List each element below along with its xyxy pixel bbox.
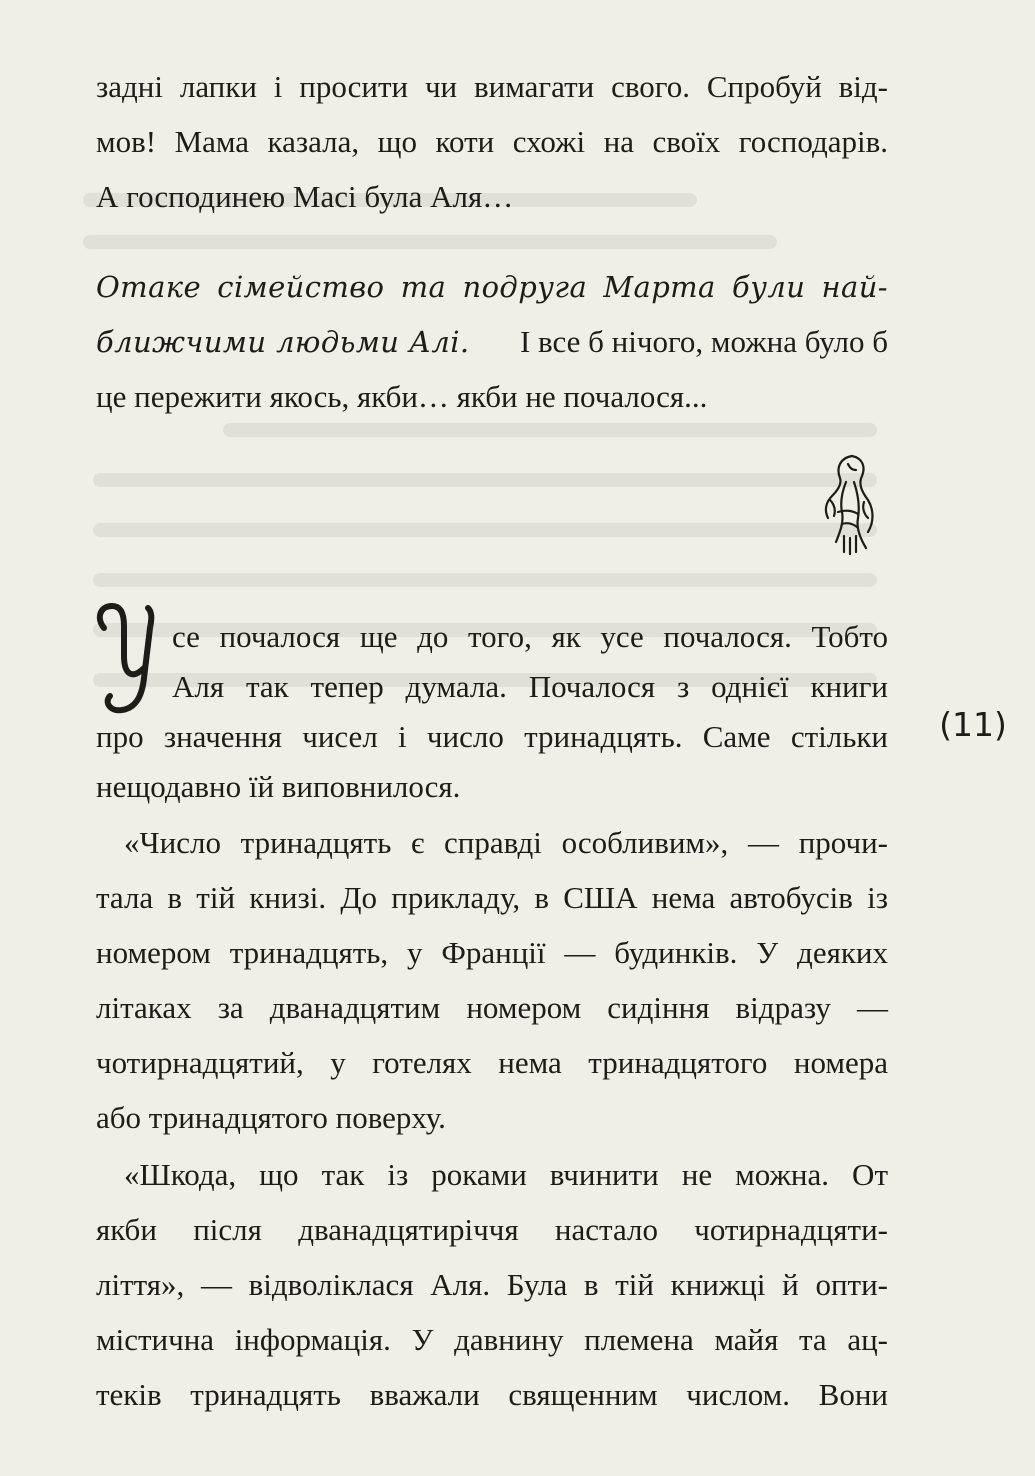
text-fragment: І все б нічого, можна було б [519,324,888,359]
text-line: містична інформація. У давнину племена майя та ац- [96,1322,888,1357]
drop-cap-letter-u [92,598,162,718]
girl-sketch-icon [818,452,880,556]
text-line: теків тринадцять вважали священним числом. Вони [96,1377,888,1412]
text-line: «Число тринадцять є справді особливим», — прочи- [124,825,888,860]
text-line: якби після дванадцятиріччя настало чотирнадцяти- [96,1212,888,1247]
text-line: тала в тій книзі. До прикладу, в США нема автобусів із [96,880,888,915]
text-line: «Шкода, що так із роками вчинити не можна. От [124,1157,888,1192]
text-line: літаках за дванадцятим номером сидіння відразу — [96,990,888,1025]
text-line: Аля так тепер думала. Почалося з однієї книги [172,669,888,704]
page-number: (11) [939,705,1007,744]
text-line: А господинею Масі була Аля… [96,179,514,214]
text-line: чотирнадцятий, у готелях нема тринадцятого номера [96,1045,888,1080]
script-text-fragment: ближчими людьми Алі. [96,325,470,359]
text-line: задні лапки і просити чи вимагати свого. Спробуй від- [96,69,888,104]
text-line: це пережити якось, якби… якби не почалося... [96,379,708,414]
text-line: про значення чисел і число тринадцять. Саме стільки [96,719,888,754]
text-line: номером тринадцять, у Франції — будинків. У деяких [96,935,888,970]
text-line: мов! Мама казала, що коти схожі на своїх господарів. [96,124,888,159]
text-line: нещодавно їй виповнилося. [96,769,461,804]
mixed-text-line [96,317,888,367]
text-line: се почалося ще до того, як усе почалося. Тобто [172,619,888,654]
script-text-line: Отаке сімейство та подруга Марта були най- [96,270,888,304]
text-line: або тринадцятого поверху. [96,1100,446,1135]
text-line: ліття», — відволіклася Аля. Була в тій книжці й опти- [96,1267,888,1302]
